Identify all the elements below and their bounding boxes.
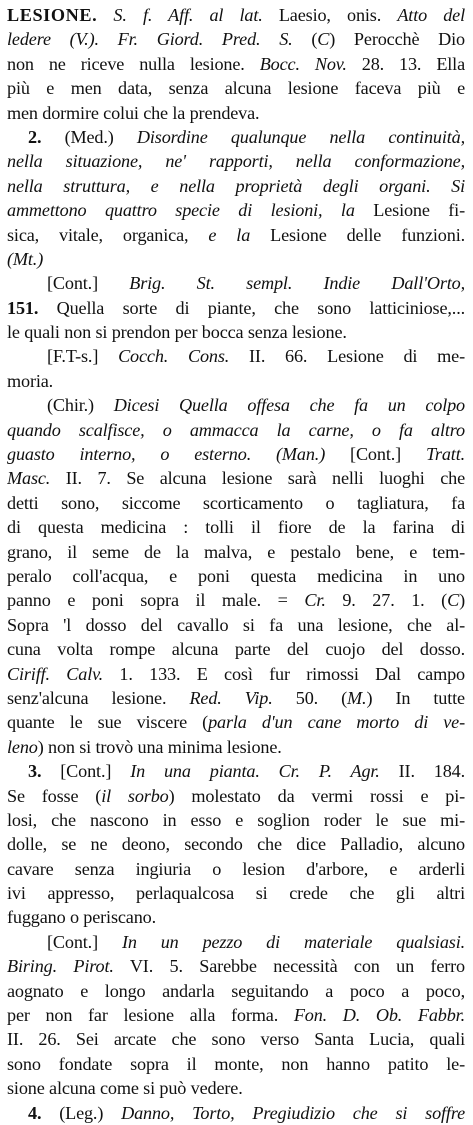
italic-text: e la (208, 224, 251, 245)
text-line (7, 1027, 465, 1051)
italic-text: parla d'un cane morto di ve- (208, 712, 465, 733)
text-segment: ) non si trovò una minima lesione. (37, 736, 282, 757)
text-segment: le quali non si prendon per bocca senza lesione. (7, 322, 347, 343)
text-line (7, 369, 465, 393)
text-line (7, 101, 465, 125)
sense-number: 2. (28, 126, 42, 147)
italic-text: In una pianta. Cr. P. Agr. (130, 761, 380, 782)
italic-text: (Mt.) (7, 248, 44, 269)
text-segment: 28. 13. Ella (346, 53, 465, 74)
text-segment: Sopra 'l dosso del cavallo si fa una lesione, che al- (7, 614, 465, 635)
text-line (7, 1003, 465, 1027)
text-line (7, 540, 465, 564)
italic-text: Red. Vip. (189, 687, 273, 708)
text-segment: Se fosse ( (7, 785, 102, 806)
sense-number: 3. (28, 761, 42, 782)
sense-number: 4. (28, 1102, 42, 1123)
text-line (7, 808, 465, 832)
text-segment: di questa medicina : tolli il fiore de la farina di (7, 517, 465, 538)
text-segment: sono fondate sopra il monte, non hanno patito le- (7, 1053, 465, 1074)
text-line (7, 442, 465, 466)
text-segment: per non far lesione alla forma. (7, 1005, 294, 1026)
text-line (7, 613, 465, 637)
italic-text: Brig. St. sempl. Indie Dall'Orto, (129, 273, 465, 294)
text-line (7, 588, 465, 612)
italic-text: Bocc. Nov. (259, 53, 347, 74)
text-segment: panno e poni sopra il male. = (7, 590, 305, 611)
text-segment: ( (292, 29, 318, 50)
text-segment: più e men data, senza alcuna lesione faceva più e (7, 78, 465, 99)
text-line (7, 515, 465, 539)
italic-text: Ciriff. Calv. (7, 663, 104, 684)
italic-text: Biring. Pirot. (7, 956, 114, 977)
text-line (7, 637, 465, 661)
text-segment: VI. 5. Sarebbe necessità con un ferro (113, 956, 465, 977)
text-line (7, 784, 465, 808)
italic-text: Atto del (397, 5, 465, 25)
italic-text: Cr. (304, 590, 326, 611)
text-segment: [Cont.] (325, 444, 426, 465)
text-line (7, 149, 465, 173)
text-segment: quante le sue viscere ( (7, 712, 209, 733)
italic-text: Fon. D. Ob. Fabbr. (293, 1005, 465, 1026)
text-segment: moria. (7, 370, 54, 391)
text-line (7, 1076, 465, 1100)
text-segment: 50. ( (272, 687, 348, 708)
text-line (7, 881, 465, 905)
text-segment: fuggano o periscano. (7, 907, 157, 928)
text-line (7, 320, 465, 344)
text-segment (97, 5, 113, 25)
text-segment: sica, vitale, organica, (7, 224, 209, 245)
text-segment: [Cont.] (41, 761, 131, 782)
italic-text: Danno, Torto, Pregiudizio che si soffre (121, 1102, 465, 1123)
italic-text: nella struttura, e nella proprietà degli organi. Si (7, 175, 465, 196)
italic-text: C (317, 29, 330, 50)
text-line (7, 905, 465, 929)
text-segment: losi, che nascono in esso e soglion roder le sue mi- (7, 809, 465, 830)
text-line (7, 418, 465, 442)
italic-text: leno (7, 736, 38, 757)
text-segment: II. 184. (379, 761, 465, 782)
italic-text: ledere (V.). Fr. Giord. Pred. S. (7, 29, 293, 50)
italic-text: Disordine qualunque nella continuità, (136, 126, 465, 147)
text-line (7, 662, 465, 686)
italic-text: In un pezzo di materiale qualsiasi. (121, 931, 465, 952)
text-segment: cuna volta rompe alcuna parte del cuojo del dosso. (7, 639, 465, 660)
text-segment: cavare senza ingiuria o lesion d'arbore, e arderli (7, 858, 465, 879)
italic-text: quando scalfisce, o ammacca la carne, o fa altro (7, 419, 465, 440)
text-segment: (Chir.) (47, 395, 114, 416)
dictionary-entry-lesione (7, 3, 465, 1125)
text-segment: [F.T-s.] (47, 346, 119, 367)
text-line (7, 271, 465, 295)
text-segment: (Med.) (41, 126, 137, 147)
text-segment: Laesio, onis. (262, 5, 398, 25)
italic-text: Dicesi Quella offesa che fa un colpo (113, 395, 465, 416)
text-segment: grano, il seme de la malva, e pestalo bene, e tem- (7, 541, 465, 562)
italic-text: S. f. Aff. al lat. (113, 5, 263, 25)
text-segment: ) molestato da vermi rossi e pi- (168, 785, 465, 806)
italic-text: M. (347, 687, 367, 708)
text-line (7, 296, 465, 320)
text-line (7, 979, 465, 1003)
text-line (7, 954, 465, 978)
text-segment: Lesione delle funzioni. (250, 224, 465, 245)
text-line (7, 930, 465, 954)
text-line (7, 247, 465, 271)
text-line (7, 759, 465, 783)
text-line (7, 1052, 465, 1076)
text-segment: II. 66. Lesione di me- (229, 346, 465, 367)
text-segment: men dormire colui che la prendeva. (7, 102, 260, 123)
italic-text: nella situazione, ne' rapporti, nella conformazione, (7, 151, 465, 172)
text-line (7, 3, 465, 27)
italic-text: C (447, 590, 460, 611)
text-line (7, 491, 465, 515)
text-segment: detti sono, siccome scorticamento o tagliatura, fa (7, 492, 465, 513)
text-segment: II. 26. Sei arcate che sono verso Santa Lucia, quali (7, 1029, 465, 1050)
text-line (7, 1101, 465, 1125)
text-segment: Lesione fi- (354, 200, 465, 221)
text-segment: peralo coll'acqua, e poni questa medicina in uno (7, 565, 465, 586)
text-line (7, 735, 465, 759)
text-line (7, 52, 465, 76)
text-line (7, 686, 465, 710)
text-segment: aognato e longo andarla seguitando a poco a poco, (7, 980, 465, 1001)
text-segment: 1. 133. E così fur rimossi Dal campo (103, 663, 465, 684)
text-segment: ) In tutte (366, 687, 465, 708)
text-line (7, 174, 465, 198)
text-segment: ) Perocchè Dio (329, 29, 465, 50)
text-line (7, 710, 465, 734)
sense-number: 151. (7, 297, 39, 318)
text-segment: Quella sorte di piante, che sono latticiniose,... (38, 297, 465, 318)
text-segment: dolle, se ne deono, secondo che dice Palladio, alcuno (7, 834, 465, 855)
text-segment: senz'alcuna lesione. (7, 687, 190, 708)
italic-text: Masc. (7, 468, 51, 489)
text-segment: II. 7. Se alcuna lesione sarà nelli luoghi che (50, 468, 465, 489)
text-segment: ) (459, 590, 465, 611)
text-segment: [Cont.] (47, 931, 122, 952)
headword: LESIONE. (7, 5, 98, 25)
text-segment: non ne riceve nulla lesione. (7, 53, 260, 74)
text-line (7, 393, 465, 417)
text-line (7, 198, 465, 222)
text-line (7, 564, 465, 588)
text-segment: ivi appresso, perlaqualcosa si crede che gli altri (7, 883, 465, 904)
italic-text: il sorbo (101, 785, 169, 806)
text-line (7, 466, 465, 490)
text-segment: 9. 27. 1. ( (325, 590, 448, 611)
italic-text: Cocch. Cons. (118, 346, 230, 367)
text-line (7, 832, 465, 856)
italic-text: guasto interno, o esterno. (Man.) (7, 444, 326, 465)
text-line (7, 344, 465, 368)
text-segment: [Cont.] (47, 273, 130, 294)
italic-text: ammettono quattro specie di lesioni, la (7, 200, 355, 221)
text-line (7, 76, 465, 100)
text-line (7, 223, 465, 247)
text-line (7, 27, 465, 51)
text-line (7, 857, 465, 881)
italic-text: Tratt. (425, 444, 465, 465)
text-segment: sione alcuna come si può vedere. (7, 1078, 243, 1099)
text-line (7, 125, 465, 149)
text-segment: (Leg.) (41, 1102, 122, 1123)
